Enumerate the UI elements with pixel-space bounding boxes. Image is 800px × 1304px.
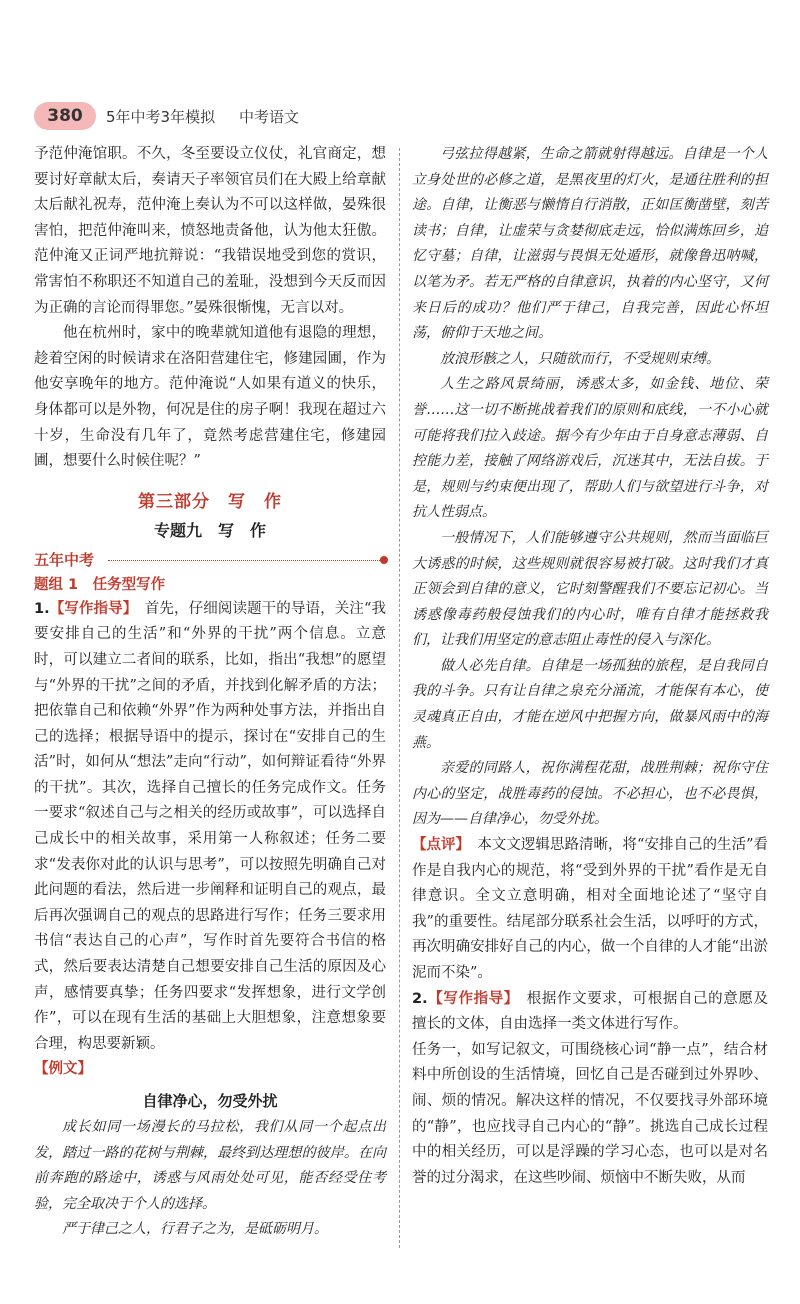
question-2-task-1: 任务一，如写记叙文，可围绕核心词“静一点”，结合材料中所创设的生活情境，回忆自己是否碰到过外界吵、闹、烦的情况。解决这样的情况，不仅要找寻外部环境的“静”，也应找寻自己内心的“静”。挑选自己成长过程中的相关经历，可以是浮躁的学习心态，也可以是对名誉的过分渴求，在这些吵闹、烦恼中不断失败，从而: [412, 1041, 768, 1186]
right-column: [412, 142, 768, 1191]
essay-title: 自律净心，勿受外扰: [142, 1092, 278, 1110]
essay-paragraph-8: 亲爱的同路人，祝你满程花甜，战胜荆棘；祝你守住内心的坚定，战胜毒药的侵蚀。不必担心，也不必畏惧，因为——自律净心，勿受外扰。: [412, 760, 768, 828]
left-column: [34, 142, 386, 1243]
five-year-exam-label: 五年中考: [34, 549, 100, 570]
question-number: 1.: [34, 600, 50, 617]
subject-label: 中考语文: [239, 108, 300, 126]
essay-paragraph-3: 弓弦拉得越紧，生命之箭就射得越远。自律是一个人立身处世的必修之道，是黑夜里的灯火，是通往胜利的担途。自律，让衡恶与懒惰自行消散，正如匡衡凿壁，刻苦读书；自律，让虚荣与贪婪彻底走远，恰似满炼回乡，追忆守墓；自律，让滋弱与畏惧无处遁形，就像鲁迅呐喊，以笔为矛。若无严格的自律意识，执着的内心坚守，又何来日后的成功？他们严于律己，自我完善，因此心怀坦荡，俯仰于天地之间。: [412, 146, 768, 342]
dotted-rule: [108, 560, 386, 561]
column-divider: [399, 148, 400, 1248]
essay-paragraph-2: 严于律己之人，行君子之为，是砥砺明月。: [62, 1221, 328, 1238]
five-year-exam-bar: [34, 547, 386, 573]
page-header: [34, 102, 774, 132]
series-title: 5年中考3年模拟: [106, 108, 216, 126]
question-1-text: 首先，仔细阅读题干的导语，关注“我要安排自己的生活”和“外界的干扰”两个信息。立意时，可以建立二者间的联系，比如，指出“我想”的愿望与“外界的干扰”之间的矛盾，并找到化解矛盾的方法；把依靠自己和依赖“外界”作为两种处事方法，并指出自己的选择；根据导语中的提示，探讨在“安排自己的生活”时，如何从“想法”走向“行动”，如何辩证看待“外界的干扰”。其次，选择自己擅长的任务完成作文。任务一要求“叙述自己与之相关的经历或故事”，可以选择自己成长中的相关故事，采用第一人称叙述；任务二要求“发表你对此的认识与思考”，可以按照先明确自己对此问题的看法，然后进一步阐释和证明自己的观点，最后再次强调自己的观点的思路进行写作；任务三要求用书信“表达自己的心声”，写作时首先要符合书信的格式，然后要表达清楚自己想要安排自己生活的原因及心声，感情要真挚；任务四要求“发挥想象，进行文学创作”，可以在现有生活的基础上大胆想象，注意想象要合理，构思要新颖。: [34, 600, 387, 1052]
translation-paragraph-1: 予范仲淹馆职。不久，冬至要设立仪仗，礼官商定，想要讨好章献太后，奏请天子率领官员们在大殿上给章献太后献礼祝寿，范仲淹上奏认为不可以这样做，晏殊很害怕，把范仲淹叫来，愤怒地责备他，认为他太狂傲。范仲淹又正词严地抗辩说：“我错误地受到您的赏识，常害怕不称职还不知道自己的羞耻，没想到今天反而因为正确的言论而得罪您。”晏殊很惭愧，无言以对。: [34, 146, 386, 316]
question-group-title: 题组 1 任务型写作: [34, 576, 166, 593]
essay-paragraph-4: 放浪形骸之人，只随欲而行，不受规则束缚。: [440, 350, 720, 367]
question-number: 2.: [412, 990, 428, 1007]
essay-paragraph-1: 成长如同一场漫长的马拉松，我们从同一个起点出发，踏过一路的花树与荆棘，最终到达理想的彼岸。在向前奔跑的路途中，诱惑与风雨处处可见，能否经受住考验，完全取决于个人的选择。: [34, 1119, 386, 1212]
section-title: 第三部分 写 作: [138, 491, 282, 512]
question-2-guidance: [412, 987, 768, 1038]
essay-paragraph-7: 做人必先自律。自律是一场孤独的旅程，是自我同自我的斗争。只有让自律之泉充分涌流，才能保有本心，使灵魂真正自由，才能在逆风中把握方向，做暴风雨中的海燕。: [412, 657, 768, 751]
review-text: 本文文逻辑思路清晰，将“安排自己的生活”看作是自我内心的规范，将“受到外界的干扰”看作是无自律意识。全文立意明确，相对全面地论述了“坚守自我”的重要性。结尾部分联系社会生活，以呼吁的方式，再次明确安排好自己的内心，做一个自律的人才能“出淤泥而不染”。: [412, 837, 769, 981]
topic-title: 专题九 写 作: [153, 520, 266, 540]
example-label-line: [34, 1057, 386, 1083]
review-paragraph: [412, 833, 768, 987]
question-1-guidance: [34, 597, 386, 1058]
writing-guidance-tag: 【写作指导】: [427, 990, 512, 1007]
writing-guidance-tag: 【写作指导】: [49, 600, 131, 617]
review-tag: 【点评】: [412, 837, 463, 854]
essay-paragraph-5: 人生之路风景绮丽，诱惑太多，如金钱、地位、荣誉……这一切不断挑战着我们的原则和底线，一不小心就可能将我们拉入歧途。据今有少年由于自身意志薄弱、自控能力差，接触了网络游戏后，沉迷其中，无法自拔。于是，规则与约束便出现了，帮助人们与欲望进行斗争，对抗人性弱点。: [412, 376, 768, 521]
question-2-text: 根据作文要求，可根据自己的意愿及擅长的文体，自由选择一类文体进行写作。: [412, 990, 769, 1033]
dot-icon: [380, 556, 388, 564]
essay-paragraph-6: 一般情况下，人们能够遵守公共规则，然而当面临巨大诱惑的时候，这些规则就很容易被打破。这时我们才真正领会到自律的意义，它时刻警醒我们不要忘记初心。当诱惑像毒药般侵蚀我们的内心时，唯有自律才能拯救我们，让我们用坚定的意志阻止毒性的侵入与深化。: [412, 529, 768, 649]
example-essay-tag: 【例文】: [34, 1061, 92, 1078]
translation-paragraph-2: 他在杭州时，家中的晚辈就知道他有退隐的理想，趁着空闲的时候请求在洛阳营建住宅，修建园圃，作为他安享晚年的地方。范仲淹说“人如果有道义的快乐，身体都可以是外物，何况是住的房子啊！我现在超过六十岁，生命没有几年了，竟然考虑营建住宅，修建园圃，想要什么时候住呢？”: [34, 325, 386, 470]
page-number-badge: 380: [34, 102, 96, 130]
